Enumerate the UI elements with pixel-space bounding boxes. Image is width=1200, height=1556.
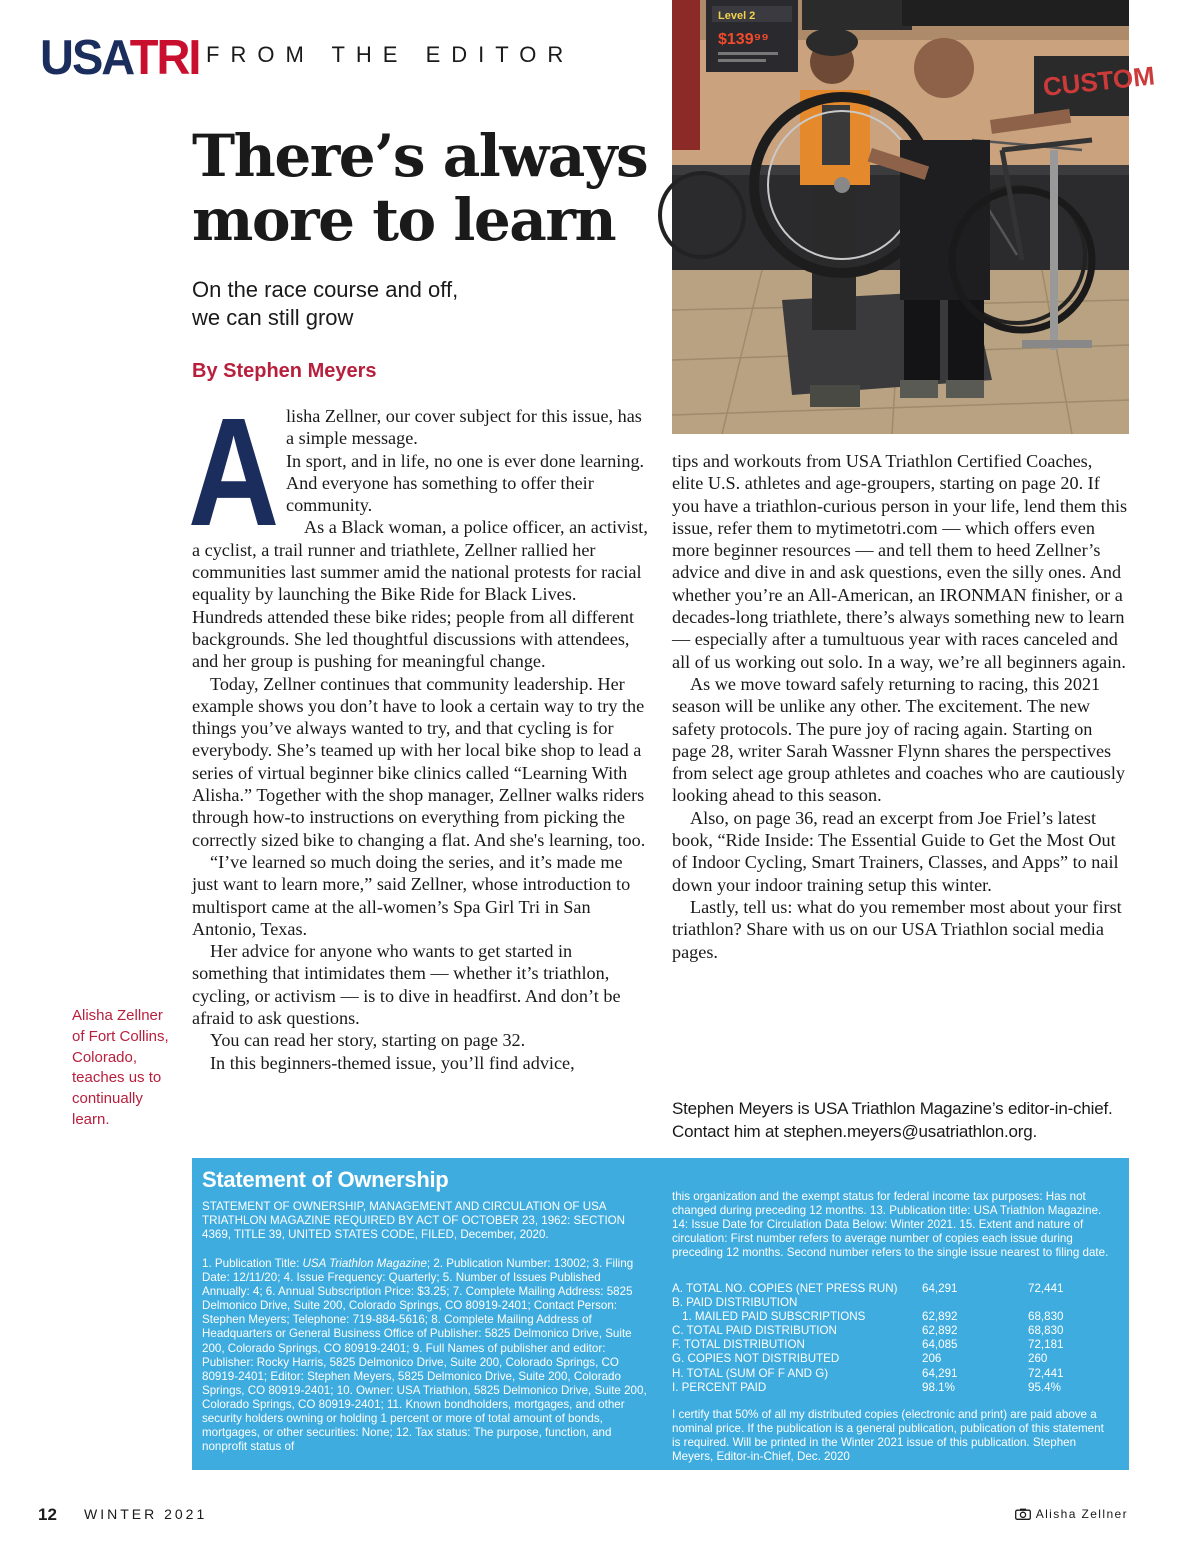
bike-shop-photo-illustration (672, 0, 1157, 434)
row-average (922, 1296, 1028, 1310)
row-single-issue (1028, 1296, 1112, 1310)
row-label: A. TOTAL NO. COPIES (NET PRESS RUN) (672, 1282, 898, 1295)
row-single-issue: 72,181 (1028, 1338, 1064, 1352)
row-label: B. PAID DISTRIBUTION (672, 1296, 798, 1310)
paragraph: Lastly, tell us: what do you remember most about your first triathlon? Share with us on our USA Triathlon social media pages. (672, 896, 1122, 962)
headline (192, 124, 662, 252)
camera-icon (1015, 1508, 1031, 1520)
statement-publication-title: USA Triathlon Magazine (302, 1257, 427, 1270)
statement-intro: STATEMENT OF OWNERSHIP, MANAGEMENT AND CIRCULATION OF USA TRIATHLON MAGAZINE REQUIRED BY ACT OF OCTOBER 23, 1962: SECTION 4369, TITLE 39, UNITED STATES CODE, FILED, December, 2020. (202, 1200, 626, 1241)
row-average: 64,085 (922, 1338, 958, 1352)
table-row (672, 1324, 1112, 1338)
photo-caption: Alisha Zellner of Fort Collins, Colorado, teaches us to continually learn. (72, 1007, 169, 1128)
photo-credit-name: Alisha Zellner (1035, 1507, 1128, 1521)
statement-left-b: ; 2. Publication Number: 13002; 3. Filing Date: 12/11/20; 4. Issue Frequency: Quarterly; 5. Number of Issues Published Annually: 4; 6. Annual Subscription Price: $3.25; 7. Complete Mailing Address: 5825 Delmonico Drive, Suite 200, Colorado Springs, CO 80919-2401; Contact Person: Stephen Meyers; Telephone: 719-884-5616; 8. Complete Mailing Address of Headquarters or General Business Office of Publisher: 5825 Delmonico Drive, Suite 200, Colorado Springs, CO 80919-2401; 9. Full Names of publisher and editor: Publisher: Rocky Harris, 5825 Delmonico Drive, Suite 200, Colorado Springs, CO 80919-2401; Editor: Stephen Meyers, 5825 Delmonico Drive, Suite 200, Colorado Springs, CO 80919-2401; 10. Owner: USA Triathlon, 5825 Delmonico Drive, Suite 200, Colorado Springs, CO 80919-2401; 11. Known bondholders, mortgages, and other security holders owning or holding 1 percent or more of total amount of bonds, mortgages, or other securities: None; 12. Tax status: The purpose, function, and nonprofit status of (202, 1257, 647, 1454)
headline-line-2: more to learn (192, 186, 616, 254)
subhead (192, 276, 612, 332)
paragraph: In sport, and in life, no one is ever done learning. And everyone has something to offer their community. (286, 450, 645, 516)
paragraph: As a Black woman, a police officer, an activist, a cyclist, a trail runner and triathlete, Zellner rallied her communities last summer amid the national protests for racial equality by launching the Bike Ride for Black Lives. Hundreds attended these bike rides; people from all different backgrounds. She led thoughtful discussions with attendees, and her group is pushing for meaningful change. (192, 517, 648, 672)
paragraph: tips and workouts from USA Triathlon Certified Coaches, elite U.S. athletes and age-groupers, starting on page 20. If you have a triathlon-curious person in your life, lend them this issue, refer them to mytimetotri.com — which offers even more beginner resources — and tell them to heed Zellner’s advice and dive in and ask questions, even the silly ones. And whether you’re an All-American, an IRONMAN finisher, or a decades-long triathlete, there’s always something new to learn — especially after a tumultuous year with races canceled and all of us working out solo. In a way, we’re all beginners again. (672, 451, 1128, 672)
signature-line-2: Contact him at stephen.meyers@usatriathlon.org. (672, 1122, 1038, 1141)
section-label: FROM THE EDITOR (206, 42, 575, 67)
paragraph: lisha Zellner, our cover subject for this issue, has a simple message. (286, 406, 642, 449)
editor-signature (672, 1097, 1142, 1143)
subhead-line-2: we can still grow (192, 305, 354, 330)
cover-photo (672, 0, 1157, 434)
row-label: I. PERCENT PAID (672, 1380, 767, 1394)
sign-level: Level 2 (718, 10, 756, 22)
paragraph: In this beginners-themed issue, you’ll find advice, (210, 1052, 575, 1073)
usatri-logo (40, 29, 199, 86)
statement-of-ownership-box (192, 1158, 1129, 1470)
table-row (672, 1296, 1112, 1310)
statement-left-text (202, 1257, 647, 1454)
page-number: 12 (38, 1505, 57, 1524)
row-average: 62,892 (922, 1324, 958, 1338)
row-single-issue: 72,441 (1028, 1366, 1064, 1380)
row-single-issue: 72,441 (1028, 1282, 1064, 1295)
paragraph: Today, Zellner continues that community leadership. Her example shows you don’t have to look a certain way to try the things you’ve always wanted to try, and that cycling is for everybody. She’s teamed up with her local bike shop to lead a series of virtual beginner bike clinics called “Learning With Alisha.” Together with the shop manager, Zellner walks riders through how-to instructions on everything from picking the correctly sized bike to changing a flat. And she's learning, too. (192, 673, 646, 850)
paragraph: As we move toward safely returning to racing, this 2021 season will be unlike any other. The excitement. The new safety protocols. The pure joy of racing again. Starting on page 28, writer Sarah Wassner Flynn shares the perspectives from select age group athletes and coaches who are cautiously looking ahead to this season. (672, 673, 1125, 806)
row-single-issue: 260 (1028, 1352, 1048, 1366)
row-average: 64,291 (922, 1366, 958, 1380)
statement-title: Statement of Ownership (202, 1167, 449, 1192)
paragraph: You can read her story, starting on page 32. (210, 1030, 526, 1051)
table-row (672, 1381, 1112, 1395)
row-average: 62,892 (922, 1310, 958, 1324)
paragraph: “I’ve learned so much doing the series, and it’s made me just want to learn more,” said Zellner, whose introduction to multisport came at the all-women’s Spa Girl Tri in San Antonio, Texas. (192, 851, 631, 939)
statement-certification: I certify that 50% of all my distributed copies (electronic and print) are paid above a nominal price. If the publication is a general publication, publication of this statement is required. Will be printed in the Winter 2021 issue of this publication. Stephen Meyers, Editor-in-Chief, Dec. 2020 (672, 1408, 1104, 1463)
circulation-table (672, 1282, 1112, 1395)
row-label: G. COPIES NOT DISTRIBUTED (672, 1352, 840, 1366)
sign-custom: CUSTOM (1041, 60, 1157, 102)
subhead-line-1: On the race course and off, (192, 277, 459, 302)
signature-line-1: Stephen Meyers is USA Triathlon Magazine’s editor-in-chief. (672, 1099, 1113, 1118)
issue-label: WINTER 2021 (84, 1506, 208, 1522)
drop-cap: A (188, 386, 280, 558)
statement-left-a: 1. Publication Title: (202, 1257, 303, 1270)
table-row (672, 1282, 1112, 1296)
row-label: 1. MAILED PAID SUBSCRIPTIONS (682, 1310, 866, 1324)
row-single-issue: 95.4% (1028, 1380, 1061, 1394)
paragraph: Her advice for anyone who wants to get started in something that intimidates them — whether it’s triathlon, cycling, or activism — is to dive in headfirst. And don’t be afraid to ask questions. (192, 941, 621, 1029)
row-single-issue: 68,830 (1028, 1310, 1064, 1324)
row-average: 206 (922, 1352, 942, 1366)
row-single-issue: 68,830 (1028, 1324, 1064, 1338)
row-label: H. TOTAL (SUM OF F AND G) (672, 1366, 829, 1380)
row-label: C. TOTAL PAID DISTRIBUTION (672, 1324, 837, 1338)
article-column-2 (672, 450, 1128, 963)
logo-tri: TRI (129, 28, 200, 85)
byline: By Stephen Meyers (192, 360, 377, 382)
table-row (672, 1367, 1112, 1381)
table-row (672, 1310, 1112, 1324)
paragraph: Also, on page 36, read an excerpt from Joe Friel’s latest book, “Ride Inside: The Essential Guide to Get the Most Out of Indoor Cycling, Smart Trainers, Classes, and Apps” to nail down your indoor training setup this winter. (672, 807, 1119, 895)
row-label: F. TOTAL DISTRIBUTION (672, 1338, 805, 1352)
statement-right-text: this organization and the exempt status for federal income tax purposes: Has not changed during preceding 12 months. 13. Publication title: USA Triathlon Magazine. 14: Issue Date for Circulation Data Below: Winter 2021. 15. Extent and nature of circulation: First number refers to average number of copies each issue during preceding 12 months. Second number refers to the single issue nearest to filing date. (672, 1190, 1109, 1259)
row-average: 64,291 (922, 1282, 958, 1295)
table-row (672, 1352, 1112, 1366)
article-column-1 (188, 386, 648, 1074)
photo-credit (1015, 1507, 1128, 1521)
table-row (672, 1338, 1112, 1352)
sign-price: $139⁹⁹ (718, 31, 769, 48)
logo-usa: USA (40, 28, 130, 85)
row-average: 98.1% (922, 1380, 955, 1394)
headline-line-1: There’s always (192, 122, 648, 190)
